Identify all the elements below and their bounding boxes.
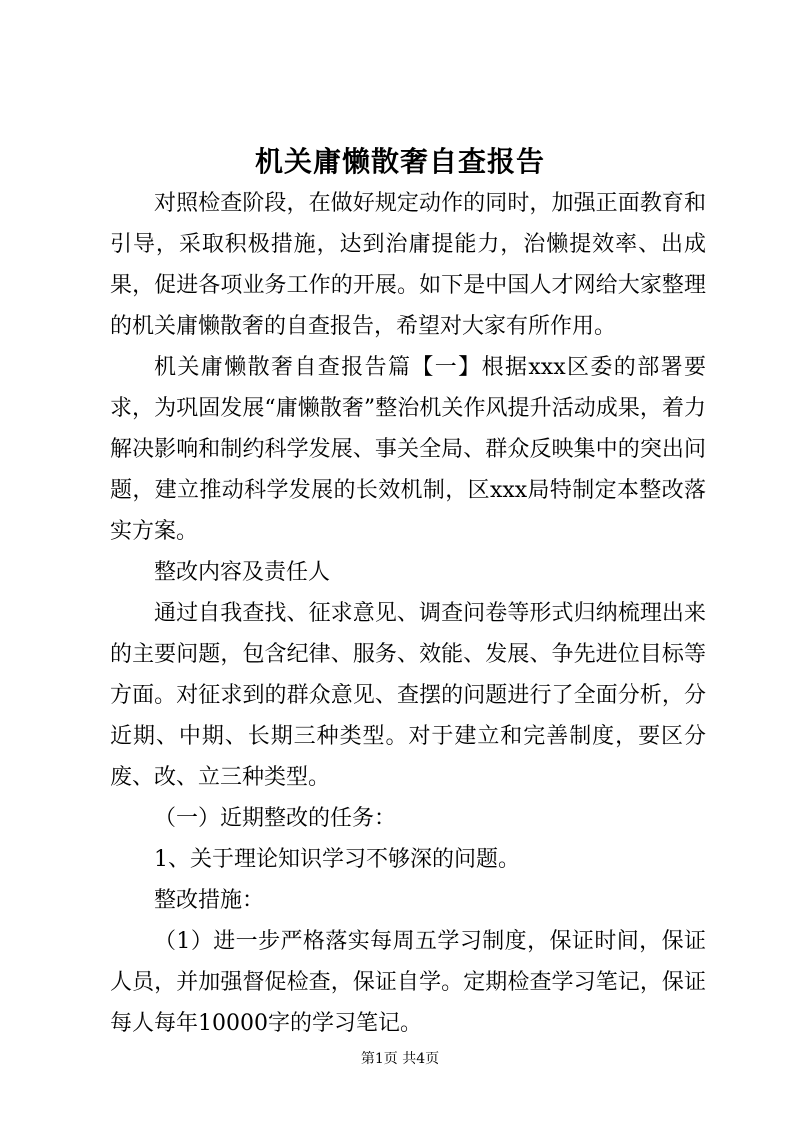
- section-heading-rectification: 整改内容及责任人: [154, 560, 331, 585]
- paragraph-problems: 通过自我查找、征求意见、调查问卷等形式归纳梳理出来的主要问题，包含纪律、服务、效能、发展、争先进位目标等方面。对征求到的群众意见、查摆的问题进行了全面分析，分近期、中期、长期三种类型。对于建立和完善制度，要区分废、改、立三种类型。: [110, 601, 706, 790]
- subheading-near-term-tasks: （一）近期整改的任务：: [154, 806, 397, 831]
- document-title: 机关庸懒散奢自查报告: [254, 145, 545, 178]
- subheading-measures: 整改措施：: [154, 888, 265, 913]
- measure-item-1: （1）进一步严格落实每周五学习制度，保证时间，保证人员，并加强督促检查，保证自学。定期检查学习笔记，保证每人每年10000字的学习笔记。: [110, 929, 706, 1036]
- paragraph-intro: 对照检查阶段，在做好规定动作的同时，加强正面教育和引导，采取积极措施，达到治庸提能力，治懒提效率、出成果，促进各项业务工作的开展。如下是中国人才网给大家整理的机关庸懒散奢的自查报告，希望对大家有所作用。: [110, 191, 706, 339]
- paragraph-report-part-one: 机关庸懒散奢自查报告篇【一】根据xxx区委的部署要求，为巩固发展“庸懒散奢”整治机关作风提升活动成果，着力解决影响和制约科学发展、事关全局、群众反映集中的突出问题，建立推动科学发展的长效机制，区xxx局特制定本整改落实方案。: [110, 355, 706, 544]
- page-number-footer: 第1页 共4页: [360, 1051, 440, 1067]
- item-theory-study: 1、关于理论知识学习不够深的问题。: [154, 847, 520, 872]
- document-body: [110, 183, 706, 1044]
